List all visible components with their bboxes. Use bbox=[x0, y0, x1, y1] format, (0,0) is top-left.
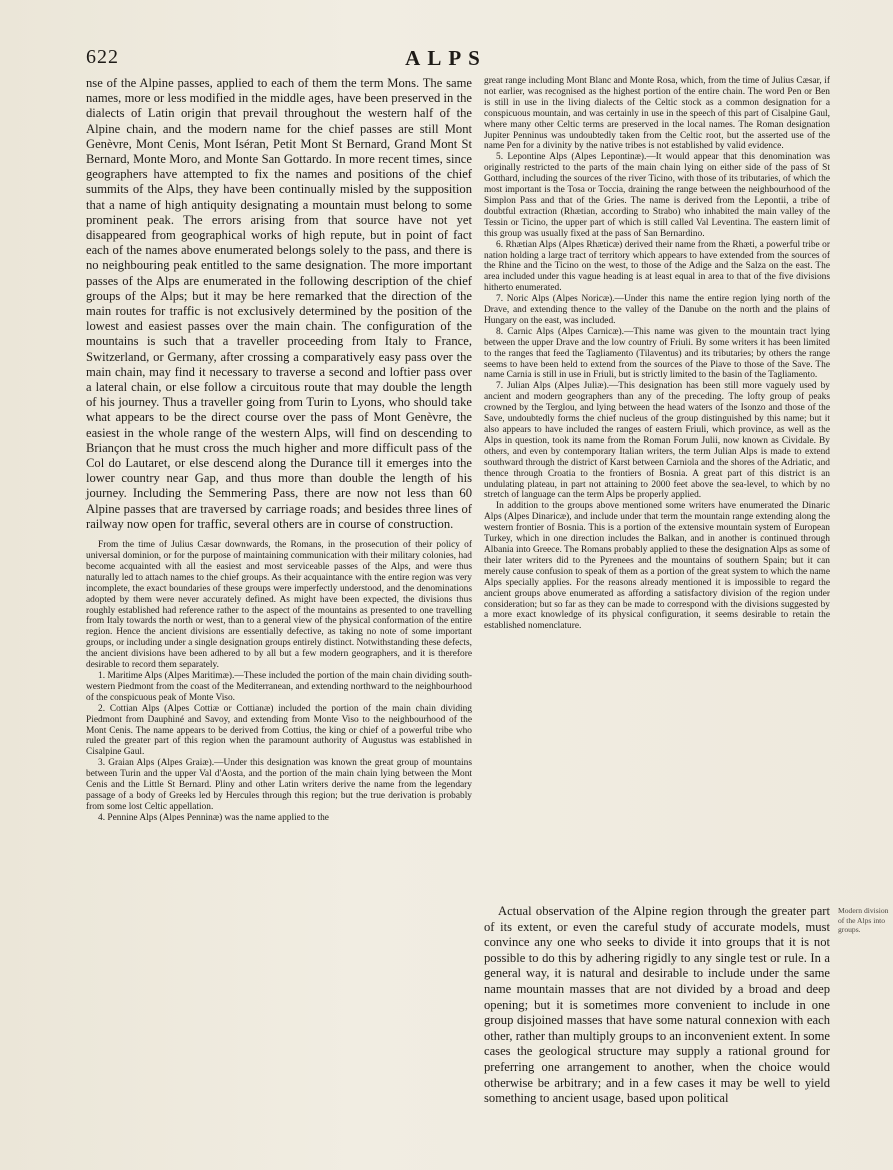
right-column bbox=[484, 76, 830, 632]
left-small-paragraph: 1. Maritime Alps (Alpes Maritimæ).—These included the portion of the main chain dividing south-western Piedmont from the coast of the Mediterranean, and extending northward to the neighbourhood of the conspicuous peak of Monte Viso. bbox=[86, 670, 472, 703]
left-small-paragraph: 2. Cottian Alps (Alpes Cottiæ or Cottianæ) included the portion of the main chain dividing Piedmont from Dauphiné and Savoy, and extending from Monte Viso to the neighbourhood of the Mont Cenis. The name appears to be derived from Cottius, the king or chief of a powerful tribe who ruled the greater part of this region when the paramount authority of Augustus was established in Cisalpine Gaul. bbox=[86, 703, 472, 758]
right-small-paragraph: 7. Julian Alps (Alpes Juliæ).—This designation has been still more vaguely used by ancient and modern geographers than any of the preceding. The lofty group of peaks crowned by the Terglou, and lying between the head waters of the Isonzo and those of the Save, undoubtedly forms the chief nucleus of the group distinguished by this name; but it also appears to have included the ranges of eastern Friuli, which province, as well as the Alps in question, took its name from the Roman Forum Julii, now known as Cividale. By others, and even by contemporary Italian writers, the term Julian Alps is made to extend southward through the district of Karst between Carniola and the shores of the Adriatic, and thence through Croatia to the frontiers of Bosnia. A great part of this district is an undulating plateau, in part not attaining to 2000 feet above the sea-level, to which by no stretch of language can the term Alps be properly applied. bbox=[484, 381, 830, 501]
right-small-paragraph: In addition to the groups above mentioned some writers have enumerated the Dinaric Alps (Alpes Dinaricæ), and include under that term the mountain range extending along the western frontier of Bosnia. This is a portion of the extensive mountain system of European Turkey, which in one direction includes the Balkan, and in another is continued through Albania into Greece. The Romans probably applied to these the designation Alps as some of their later writers did to the Pyrenees and the mountains of southern Spain; but it can merely cause confusion to speak of them as a portion of the great system to which the name Alps specially applies. For the reasons already mentioned it is impossible to regard the ancient groups above enumerated as affording a satisfactory division of the region under consideration; but so far as they can be made to correspond with the divisions suggested by a more exact knowledge of its physical configuration, it seems desirable to retain the established nomenclature. bbox=[484, 501, 830, 632]
right-small-paragraph: 8. Carnic Alps (Alpes Carnicæ).—This name was given to the mountain tract lying between the upper Drave and the low country of Friuli. By some writers it has been limited to the ranges that feed the Tagliamento (Tilaventus) and its tributaries; by others the range seems to have been held to extend from the sources of the Piave to those of the Save. The name Carnia is still in use in Friuli, but is strictly limited to the basin of the Tagliamento. bbox=[484, 326, 830, 381]
page-number: 622 bbox=[86, 46, 119, 68]
running-head: ALPS bbox=[405, 46, 487, 70]
left-small-paragraph: 4. Pennine Alps (Alpes Penninæ) was the name applied to the bbox=[98, 812, 329, 823]
left-small-paragraph: From the time of Julius Cæsar downwards, the Romans, in the prosecution of their policy of universal dominion, or for the purpose of maintaining communication with their military colonies, had become acquainted with all the easiest and most serviceable passes of the Alps, and were thus naturally led to attach names to the chief groups. As their acquaintance with the entire region was very incomplete, the exact boundaries of these groups were imperfectly understood, and the denominations adopted by them were never accurately defined. As might have been expected, the divisions thus roughly established had reference rather to the aspect of the mountains as presented to one travelling from Italy towards the north or west, than to a general view of the physical conformation of the entire region. Hence the ancient divisions are essentially defective, as taking no note of some important groups, or including under a single designation groups entirely distinct. Notwithstanding these defects, the ancient divisions have been adhered to by all but a few modern geographers, and it is therefore desirable to record them separately. bbox=[86, 540, 472, 671]
margin-note: Modern division of the Alps into groups. bbox=[838, 906, 889, 935]
right-large-paragraph: Actual observation of the Alpine region through the greater part of its extent, or even the careful study of accurate models, must convince any one who seeks to divide it into groups that it is not possible to do this by adhering rigidly to any single test or rule. In a general way, it is natural and desirable to include under the same name mountain masses that are not divided by a broad and deep opening; but it is sometimes more convenient to include in one group disjoined masses that have some natural connexion with each other, rather than multiply groups to an inconvenient extent. In some cases the geological structure may supply a rational ground for preferring one arrangement to another, when the choice would otherwise be arbitrary; and in a few cases it may be well to yield something to ancient usage, based upon political bbox=[484, 904, 830, 1106]
left-small-paragraph: 3. Graian Alps (Alpes Graiæ).—Under this designation was known the great group of mountains between Turin and the upper Val d'Aosta, and the portion of the main chain lying between the Mont Cenis and the Little St Bernard. Pliny and other Latin writers derive the name from the legendary passage of a body of Greeks led by Hercules through this region; but the true derivation is probably from some lost Celtic appellation. bbox=[86, 758, 472, 812]
right-large-text bbox=[484, 904, 830, 1107]
right-small-paragraph: great range including Mont Blanc and Monte Rosa, which, from the time of Julius Cæsar, if not earlier, was recognised as the highest portion of the entire chain. The word Pen or Ben is still in use in the living dialects of the Celtic stock as a common designation for a conspicuous mountain, and was certainly in use in the speech of this part of Cisalpine Gaul, where many other Celtic terms are preserved in the local names. The Roman designation Jupiter Penninus was undoubtedly taken from the Celtic root, but the asserted use of the name Pen for a divinity by the native tribes is not established by valid evidence. bbox=[484, 76, 830, 152]
left-column bbox=[86, 76, 472, 824]
page-header bbox=[86, 46, 806, 70]
right-small-paragraph: 5. Lepontine Alps (Alpes Lepontinæ).—It would appear that this denomination was originally restricted to the parts of the main chain lying on either side of the pass of St Gotthard, including the sources of the river Ticino, with those of its tributaries, of which the most important is the Tosa or Toccia, draining the range between the neighbourhood of the Simplon Pass and that of the Gries. The name is derived from the Lepontii, a tribe of doubtful extraction (Rhætian, according to Strabo) who inhabited the main valley of the Tessin or Ticino, the upper part of which is still called Val Leventina. The eastern limit of this group was usually fixed at the pass of San Bernardino. bbox=[484, 152, 830, 239]
left-large-paragraph: nse of the Alpine passes, applied to each of them the term Mons. The same names, more or less modified in the middle ages, have been preserved in the dialects of Latin origin that prevail throughout the western half of the Alpine chain, and the modern name for the chief passes are still Mont Genèvre, Mont Cenis, Mont Iséran, Petit Mont St Bernard, Grand Mont St Bernard, Monte Moro, and Monte San Gottardo. In more recent times, since geographers have attempted to fix the names and positions of the chief summits of the Alps, they have been continually misled by the supposition that a name of high antiquity designating a mountain must belong to some prominent peak. The errors arising from that source have not yet disappeared from geographical works of high repute, but in point of fact each of the names above enumerated belongs solely to the pass, and there is no neighbouring peak entitled to the same designation. The more important passes of the Alps are enumerated in the following description of the chief groups of the Alps; but it may be here remarked that the direction of the main routes for traffic is not exclusively determined by the position of the lowest and easiest passes over the main chain. The configuration of the mountains is such that a traveller proceeding from Italy to France, Switzerland, or Germany, after crossing a comparatively easy pass over the main chain, may find it necessary to traverse a second and loftier pass over a lateral chain, or else follow a circuitous route that may double the length of his journey. Thus a traveller going from Turin to Lyons, who should take what appears to be the direct course over the pass of Mont Genèvre, the easiest in the whole range of the western Alps, will find on descending to Briançon that he must cross the much higher and more difficult pass of the Col do Lautaret, or else descend along the Durance till it emerges into the lower country near Gap, and thus more than double the length of his journey. Including the Semmering Pass, there are now not less than 60 Alpine passes that are traversed by carriage roads; and besides three lines of railway now open for traffic, several others are in course of construction. bbox=[86, 76, 472, 531]
right-small-paragraph: 7. Noric Alps (Alpes Noricæ).—Under this name the entire region lying north of the Drave, and extending thence to the valley of the Danube on the north and the plains of Hungary on the east, was included. bbox=[484, 294, 830, 326]
right-small-paragraph: 6. Rhætian Alps (Alpes Rhæticæ) derived their name from the Rhæti, a powerful tribe or nation holding a large tract of territory which appears to have extended from the sources of the Rhine and the Ticino on the west, to those of the Adige and the Salza on the east. The area included under this vague heading is at least equal in area to that of the five divisions hitherto enumerated. bbox=[484, 239, 830, 294]
